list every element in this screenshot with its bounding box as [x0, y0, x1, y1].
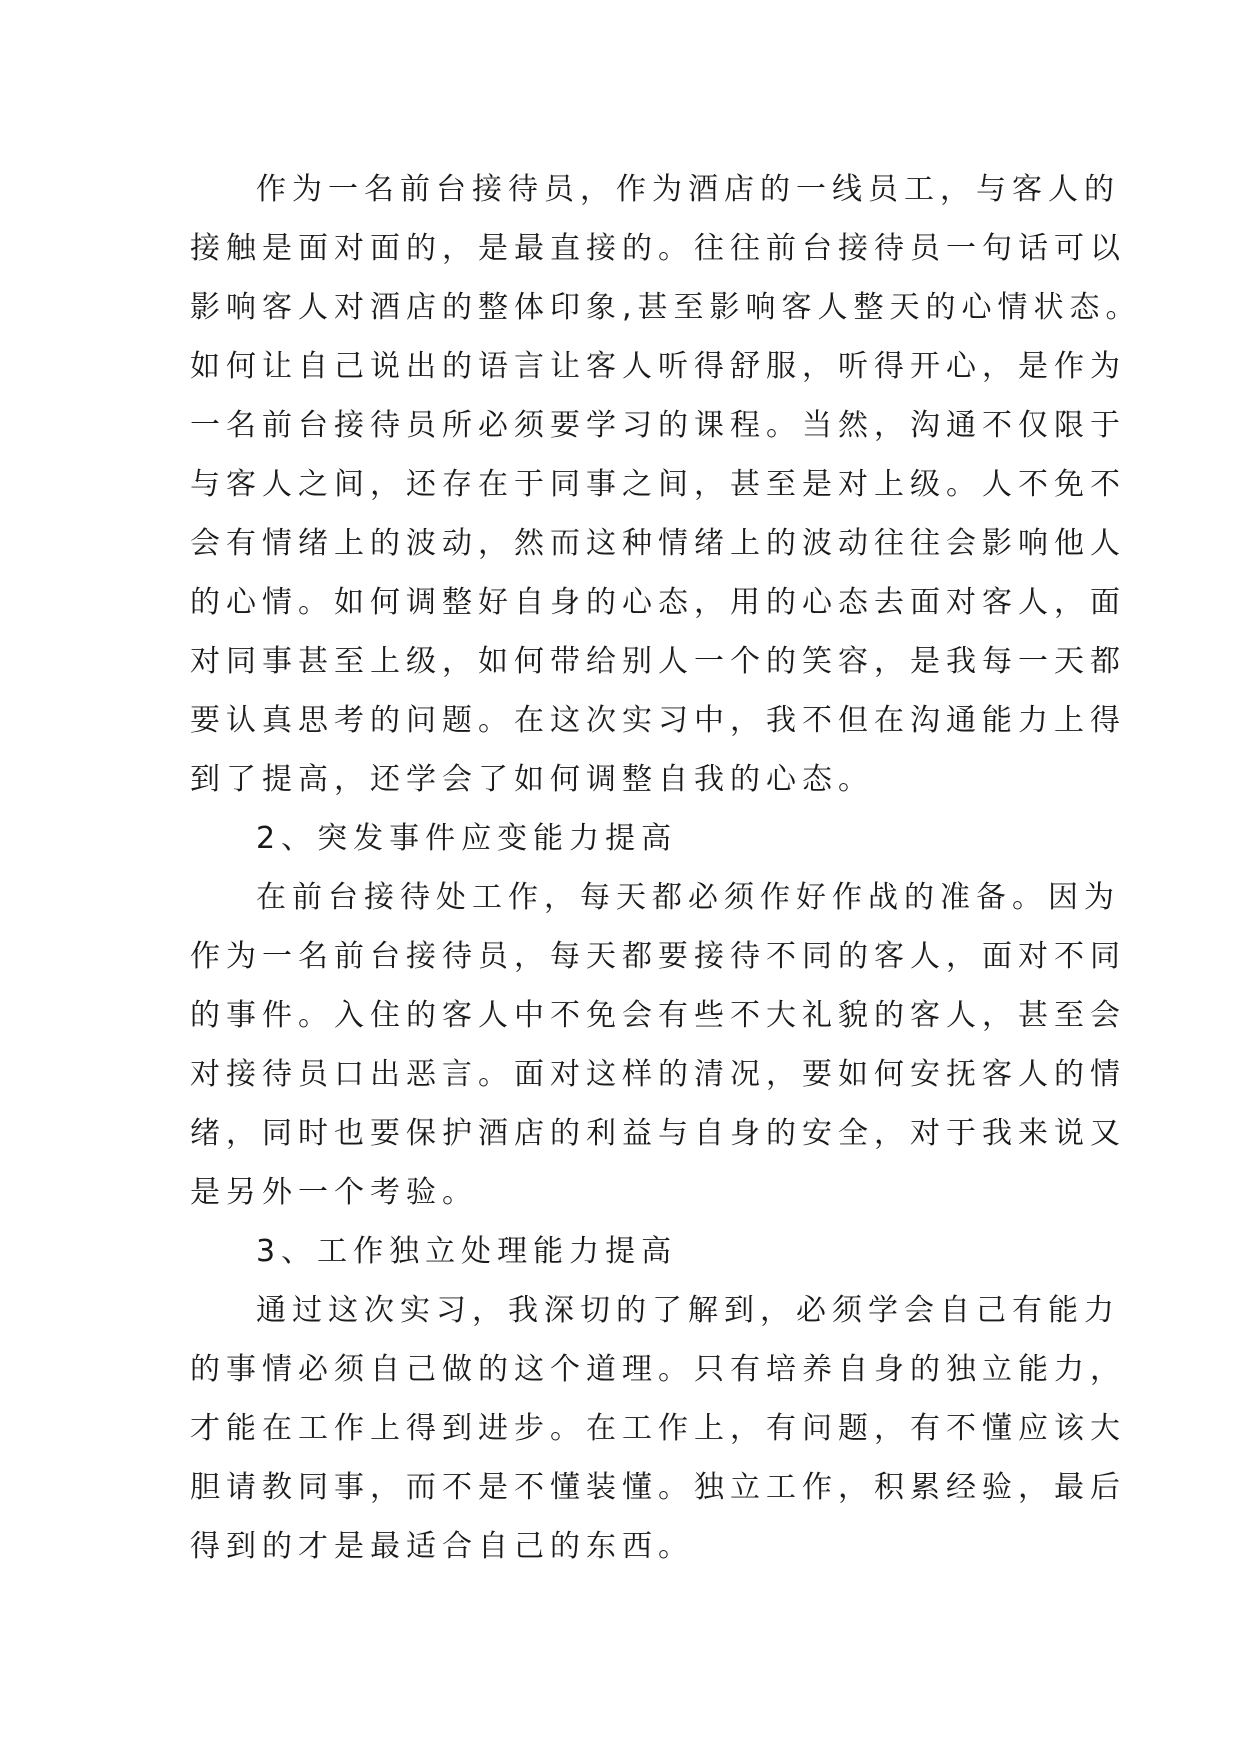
text-line: 作为一名前台接待员，每天都要接待不同的客人，面对不同	[190, 939, 1126, 974]
section-heading: 2、突发事件应变能力提高	[256, 821, 678, 856]
text-line: 对同事甚至上级，如何带给别人一个的笑容，是我每一天都	[190, 644, 1126, 679]
text-line: 如何让自己说出的语言让客人听得舒服，听得开心，是作为	[190, 349, 1126, 384]
text-line: 的事情必须自己做的这个道理。只有培养自身的独立能力，	[190, 1352, 1126, 1387]
text-line: 绪，同时也要保护酒店的利益与自身的安全，对于我来说又	[190, 1116, 1126, 1151]
text-line: 一名前台接待员所必须要学习的课程。当然，沟通不仅限于	[190, 408, 1126, 443]
text-line: 作为一名前台接待员，作为酒店的一线员工，与客人的	[256, 172, 1120, 207]
text-line: 在前台接待处工作，每天都必须作好作战的准备。因为	[256, 880, 1120, 915]
text-line: 到了提高，还学会了如何调整自我的心态。	[190, 762, 874, 797]
text-line: 影响客人对酒店的整体印象,甚至影响客人整天的心情状态。	[190, 290, 1142, 325]
document-body	[190, 160, 1142, 1576]
text-line: 通过这次实习，我深切的了解到，必须学会自己有能力	[256, 1293, 1120, 1328]
text-line: 的心情。如何调整好自身的心态，用的心态去面对客人，面	[190, 585, 1126, 620]
text-line: 接触是面对面的，是最直接的。往往前台接待员一句话可以	[190, 231, 1126, 266]
text-line: 的事件。入住的客人中不免会有些不大礼貌的客人，甚至会	[190, 998, 1126, 1033]
text-line: 是另外一个考验。	[190, 1175, 478, 1210]
text-line: 得到的才是最适合自己的东西。	[190, 1529, 694, 1564]
section-heading: 3、工作独立处理能力提高	[256, 1234, 678, 1269]
text-line: 会有情绪上的波动，然而这种情绪上的波动往往会影响他人	[190, 526, 1126, 561]
text-line: 才能在工作上得到进步。在工作上，有问题，有不懂应该大	[190, 1411, 1126, 1446]
text-line: 胆请教同事，而不是不懂装懂。独立工作，积累经验，最后	[190, 1470, 1126, 1505]
text-line: 与客人之间，还存在于同事之间，甚至是对上级。人不免不	[190, 467, 1126, 502]
text-line: 对接待员口出恶言。面对这样的清况，要如何安抚客人的情	[190, 1057, 1126, 1092]
text-line: 要认真思考的问题。在这次实习中，我不但在沟通能力上得	[190, 703, 1126, 738]
